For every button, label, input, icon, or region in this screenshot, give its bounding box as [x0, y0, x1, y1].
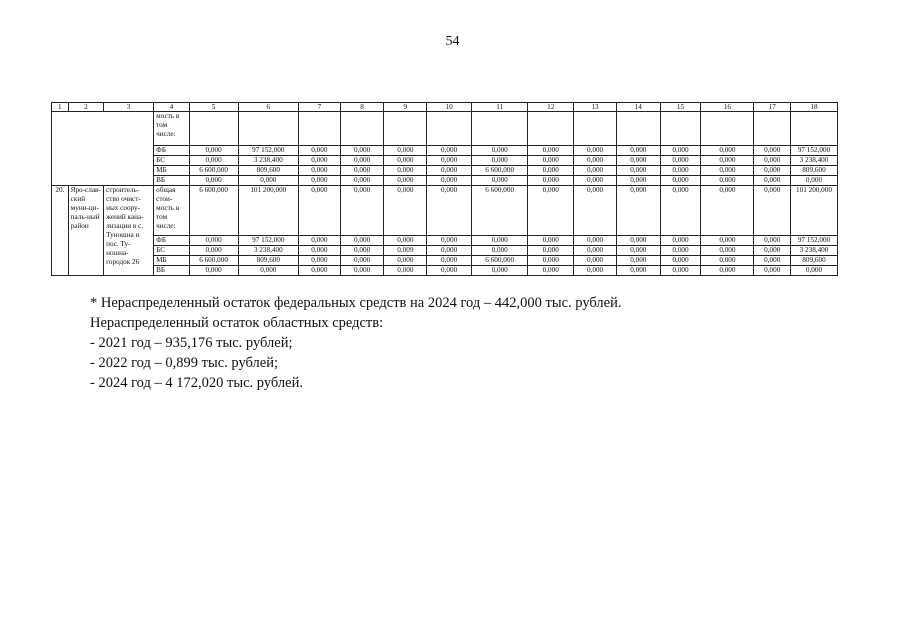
value-cell: 0,000 — [660, 156, 701, 166]
empty-cell — [427, 112, 472, 146]
value-cell: 0,000 — [427, 256, 472, 266]
value-cell: 0,000 — [616, 266, 660, 276]
value-cell: 0,000 — [616, 256, 660, 266]
source-label: ФБ — [154, 236, 189, 246]
value-cell: 0,000 — [427, 176, 472, 186]
continuation-label: мость в том числе: — [154, 112, 189, 146]
note-2024: - 2024 год – 4 172,020 тыс. рублей. — [90, 375, 303, 391]
note-2022: - 2022 год – 0,899 тыс. рублей; — [90, 355, 278, 371]
value-cell: 0,000 — [427, 186, 472, 236]
note-federal-balance: * Нераспределенный остаток федеральных средств на 2024 год – 442,000 тыс. рублей. — [90, 295, 622, 311]
column-number-cell: 7 — [299, 103, 341, 112]
empty-cell — [340, 112, 384, 146]
column-number-cell: 11 — [472, 103, 528, 112]
value-cell: 0,000 — [340, 266, 384, 276]
value-cell: 0,000 — [574, 256, 617, 266]
value-cell: 0,000 — [528, 256, 574, 266]
value-cell: 0,000 — [384, 146, 427, 156]
value-cell: 0,000 — [660, 176, 701, 186]
table-row — [52, 176, 838, 186]
value-cell: 97 152,000 — [238, 146, 298, 156]
value-cell: 0,000 — [340, 256, 384, 266]
value-cell: 0,000 — [790, 176, 837, 186]
value-cell: 0,000 — [472, 246, 528, 256]
district-name: Яро-слав-ский муни-ци-паль-ный район — [68, 186, 103, 276]
budget-table — [51, 102, 838, 276]
value-cell: 0,000 — [790, 266, 837, 276]
empty-cell — [754, 112, 790, 146]
table-row-20 — [52, 186, 838, 236]
value-cell: 6 600,000 — [189, 186, 238, 236]
value-cell: 97 152,000 — [238, 236, 298, 246]
empty-cell — [384, 112, 427, 146]
value-cell: 0,000 — [574, 166, 617, 176]
value-cell: 0,000 — [528, 146, 574, 156]
value-cell: 0,000 — [299, 146, 341, 156]
value-cell: 0,000 — [340, 246, 384, 256]
table-row — [52, 256, 838, 266]
value-cell: 0,000 — [701, 246, 754, 256]
value-cell: 0,000 — [189, 176, 238, 186]
value-cell: 0,000 — [754, 166, 790, 176]
value-cell: 0,000 — [701, 236, 754, 246]
value-cell: 0,000 — [340, 186, 384, 236]
value-cell: 3 238,400 — [238, 156, 298, 166]
value-cell: 0,000 — [701, 186, 754, 236]
value-cell: 809,600 — [790, 166, 837, 176]
source-label: БС — [154, 246, 189, 256]
value-cell: 0,000 — [299, 256, 341, 266]
value-cell: 0,000 — [384, 186, 427, 236]
column-number-cell: 5 — [189, 103, 238, 112]
value-cell: 0,000 — [472, 236, 528, 246]
value-cell: 0,000 — [384, 236, 427, 246]
value-cell: 101 200,000 — [238, 186, 298, 236]
value-cell: 0,000 — [701, 166, 754, 176]
value-cell: 0,000 — [427, 266, 472, 276]
value-cell: 0,000 — [616, 246, 660, 256]
empty-cell — [299, 112, 341, 146]
column-number-cell: 4 — [154, 103, 189, 112]
value-cell: 0,000 — [616, 166, 660, 176]
continuation-total-row — [52, 112, 838, 146]
column-number-cell: 10 — [427, 103, 472, 112]
column-number-cell: 9 — [384, 103, 427, 112]
column-number-cell: 15 — [660, 103, 701, 112]
table-row — [52, 166, 838, 176]
empty-cell — [660, 112, 701, 146]
value-cell: 0,000 — [299, 166, 341, 176]
value-cell: 0,000 — [472, 266, 528, 276]
page-number: 54 — [445, 34, 460, 49]
value-cell: 0,000 — [701, 266, 754, 276]
value-cell: 0,000 — [701, 156, 754, 166]
table-row — [52, 156, 838, 166]
value-cell: 0,000 — [238, 266, 298, 276]
value-cell: 0,000 — [189, 266, 238, 276]
note-2021: - 2021 год – 935,176 тыс. рублей; — [90, 335, 293, 351]
value-cell: 0,000 — [472, 156, 528, 166]
value-cell: 97 152,000 — [790, 236, 837, 246]
value-cell: 0,000 — [660, 146, 701, 156]
value-cell: 0,000 — [574, 246, 617, 256]
value-cell: 0,000 — [472, 146, 528, 156]
column-number-cell: 18 — [790, 103, 837, 112]
column-number-cell: 3 — [104, 103, 154, 112]
value-cell: 0,000 — [574, 176, 617, 186]
value-cell: 0,000 — [189, 146, 238, 156]
note-regional-heading: Нераспределенный остаток областных средств: — [90, 315, 384, 331]
total-cost-label: общая стои-мость в том числе: — [154, 186, 189, 236]
empty-cell — [472, 112, 528, 146]
value-cell: 0,000 — [299, 156, 341, 166]
column-number-cell: 2 — [68, 103, 103, 112]
value-cell: 0,000 — [616, 236, 660, 246]
value-cell: 0,000 — [660, 166, 701, 176]
value-cell: 0,000 — [340, 146, 384, 156]
table-row — [52, 236, 838, 246]
value-cell: 0,000 — [574, 266, 617, 276]
value-cell: 0,000 — [701, 146, 754, 156]
value-cell: 0,000 — [528, 176, 574, 186]
value-cell: 0,000 — [528, 266, 574, 276]
table-row — [52, 266, 838, 276]
source-label: ВБ — [154, 266, 189, 276]
empty-cell — [616, 112, 660, 146]
value-cell: 809,600 — [790, 256, 837, 266]
source-label: БС — [154, 156, 189, 166]
value-cell: 0,000 — [384, 256, 427, 266]
continuation-blank-cell — [52, 112, 154, 186]
empty-cell — [238, 112, 298, 146]
table-row — [52, 146, 838, 156]
column-number-cell: 12 — [528, 103, 574, 112]
value-cell: 0,000 — [660, 266, 701, 276]
table-row — [52, 246, 838, 256]
value-cell: 0,000 — [472, 176, 528, 186]
value-cell: 0,000 — [754, 256, 790, 266]
value-cell: 809,600 — [238, 256, 298, 266]
value-cell: 0,000 — [701, 256, 754, 266]
value-cell: 0,000 — [189, 246, 238, 256]
value-cell: 0,000 — [427, 246, 472, 256]
value-cell: 0,000 — [616, 146, 660, 156]
source-label: ФБ — [154, 146, 189, 156]
value-cell: 6 600,000 — [189, 256, 238, 266]
value-cell: 0,000 — [754, 266, 790, 276]
source-label: МБ — [154, 256, 189, 266]
value-cell: 0,000 — [754, 186, 790, 236]
row-number: 20. — [52, 186, 69, 276]
value-cell: 0,000 — [427, 166, 472, 176]
value-cell: 0,000 — [660, 236, 701, 246]
value-cell: 101 200,000 — [790, 186, 837, 236]
value-cell: 0,000 — [616, 156, 660, 166]
value-cell: 0,000 — [299, 246, 341, 256]
column-number-cell: 17 — [754, 103, 790, 112]
value-cell: 0,000 — [754, 146, 790, 156]
value-cell: 0,000 — [754, 246, 790, 256]
value-cell: 0,000 — [427, 236, 472, 246]
value-cell: 0,000 — [574, 186, 617, 236]
value-cell: 0,000 — [574, 146, 617, 156]
value-cell: 6 600,000 — [472, 166, 528, 176]
value-cell: 3 238,400 — [790, 156, 837, 166]
value-cell: 6 600,000 — [189, 166, 238, 176]
value-cell: 6 600,000 — [472, 256, 528, 266]
value-cell: 0,009 — [384, 246, 427, 256]
column-number-cell: 1 — [52, 103, 69, 112]
column-number-cell: 8 — [340, 103, 384, 112]
column-number-cell: 14 — [616, 103, 660, 112]
value-cell: 6 600,000 — [472, 186, 528, 236]
notes-block — [90, 293, 621, 393]
value-cell: 97 152,000 — [790, 146, 837, 156]
value-cell: 0,000 — [427, 146, 472, 156]
value-cell: 0,000 — [299, 236, 341, 246]
column-number-cell: 16 — [701, 103, 754, 112]
value-cell: 0,000 — [754, 176, 790, 186]
value-cell: 0,000 — [754, 156, 790, 166]
value-cell: 0,000 — [528, 186, 574, 236]
value-cell: 0,000 — [189, 156, 238, 166]
value-cell: 0,000 — [528, 166, 574, 176]
column-number-cell: 13 — [574, 103, 617, 112]
value-cell: 0,000 — [574, 236, 617, 246]
empty-cell — [790, 112, 837, 146]
value-cell: 0,000 — [299, 176, 341, 186]
empty-cell — [189, 112, 238, 146]
value-cell: 0,000 — [574, 156, 617, 166]
empty-cell — [701, 112, 754, 146]
value-cell: 0,000 — [660, 246, 701, 256]
value-cell: 0,000 — [528, 156, 574, 166]
value-cell: 0,000 — [299, 186, 341, 236]
value-cell: 0,000 — [299, 266, 341, 276]
value-cell: 3 238,400 — [238, 246, 298, 256]
value-cell: 0,000 — [616, 186, 660, 236]
value-cell: 0,000 — [340, 176, 384, 186]
value-cell: 0,000 — [340, 156, 384, 166]
value-cell: 0,000 — [340, 166, 384, 176]
value-cell: 0,000 — [660, 186, 701, 236]
value-cell: 0,000 — [189, 236, 238, 246]
value-cell: 0,000 — [616, 176, 660, 186]
column-number-cell: 6 — [238, 103, 298, 112]
value-cell: 0,000 — [384, 176, 427, 186]
empty-cell — [574, 112, 617, 146]
object-name: строитель-ство очист-ных соору-жений кана-лизации в с. Туношна и пос. Ту-ношна-городок 26 — [104, 186, 154, 276]
value-cell: 0,000 — [340, 236, 384, 246]
value-cell: 0,000 — [528, 246, 574, 256]
value-cell: 0,000 — [427, 156, 472, 166]
value-cell: 0,000 — [660, 256, 701, 266]
source-label: МБ — [154, 166, 189, 176]
value-cell: 0,000 — [384, 156, 427, 166]
value-cell: 0,000 — [238, 176, 298, 186]
value-cell: 0,000 — [754, 236, 790, 246]
empty-cell — [528, 112, 574, 146]
value-cell: 0,000 — [384, 266, 427, 276]
source-label: ВБ — [154, 176, 189, 186]
value-cell: 3 238,400 — [790, 246, 837, 256]
value-cell: 0,000 — [384, 166, 427, 176]
value-cell: 809,600 — [238, 166, 298, 176]
value-cell: 0,000 — [528, 236, 574, 246]
column-number-row — [52, 103, 838, 112]
value-cell: 0,000 — [701, 176, 754, 186]
